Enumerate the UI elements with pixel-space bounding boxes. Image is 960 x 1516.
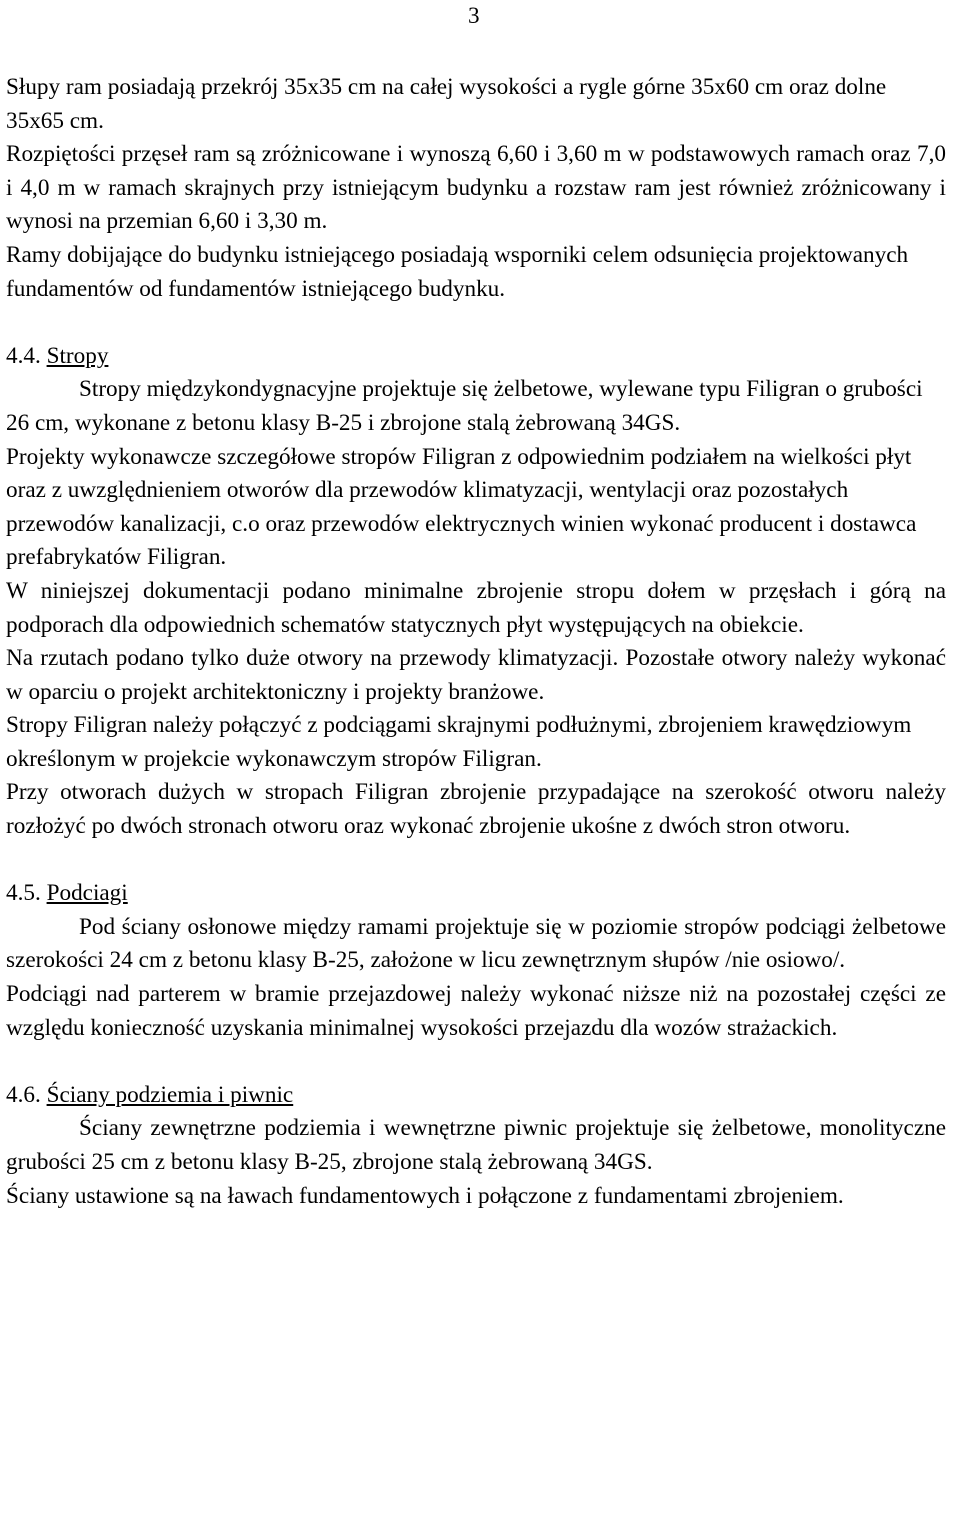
paragraph-slab-projects: Projekty wykonawcze szczegółowe stropów Filigran z odpowiednim podziałem na wielkości płyt oraz z uwzględnieniem otworów dla przewodów klimatyzacji, wentylacji oraz pozostałych przewodów kanalizacji, c.o oraz przewodów elektrycznych winien wykonać producent i dostawca prefabrykatów Filigran.: [6, 443, 917, 571]
paragraph-beams: Pod ściany osłonowe między ramami projektuje się w poziomie stropów podciągi żelbetowe szerokości 24 cm z betonu klasy B-25, założone w licu zewnętrznym słupów /nie osiowo/.: [6, 913, 946, 974]
section-number: 4.5.: [6, 880, 41, 907]
paragraph-basement-walls: Ściany zewnętrzne podziemia i wewnętrzne piwnic projektuje się żelbetowe, monolityczne grubości 25 cm z betonu klasy B-25, zbrojone stalą żebrowaną 34GS.: [6, 1115, 946, 1175]
section-heading-4-6: [6, 1079, 946, 1113]
section-heading-4-5: [6, 877, 946, 911]
document-body: [6, 71, 946, 1213]
paragraph-frames-supports: Ramy dobijające do budynku istniejącego posiadają wsporniki celem odsunięcia projektowanych fundamentów od fundamentów istniejącego budynku.: [6, 241, 909, 302]
section-number: 4.6.: [6, 1081, 41, 1108]
paragraph-wall-foundations: Ściany ustawione są na ławach fundamentowych i połączone z fundamentami zbrojeniem.: [6, 1182, 844, 1209]
paragraph-spans: Rozpiętości przęseł ram są zróżnicowane i wynoszą 6,60 i 3,60 m w podstawowych ramach oraz 7,0 i 4,0 m w ramach skrajnych przy istniejącym budynku a rozstaw ram jest również zróżnicowany i wynosi na przemian 6,60 i 3,30 m.: [6, 141, 946, 235]
paragraph-reinforcement: W niniejszej dokumentacji podano minimalne zbrojenie stropu dołem w przęsłach i górą na podporach dla odpowiednich schematów statycznych płyt występujących na obiekcie.: [6, 577, 946, 638]
paragraph-columns: Słupy ram posiadają przekrój 35x35 cm na całej wysokości a rygle górne 35x60 cm oraz dolne 35x65 cm.: [6, 74, 887, 134]
paragraph-beam-connection: Stropy Filigran należy połączyć z podciągami skrajnymi podłużnymi, zbrojeniem krawędziowym określonym w projekcie wykonawczym stropów Filigran.: [6, 712, 912, 772]
spacer: [6, 844, 946, 878]
section-title: Ściany podziemia i piwnic: [46, 1081, 294, 1108]
paragraph-gate-beams: Podciągi nad parterem w bramie przejazdowej należy wykonać niższe niż na pozostałej części ze względu konieczność uzyskania minimalnej wysokości przejazdu dla wozów strażackich.: [6, 981, 946, 1041]
page-number: 3: [468, 3, 480, 29]
spacer: [6, 306, 946, 340]
section-number: 4.4.: [6, 342, 41, 369]
spacer: [6, 1045, 946, 1079]
paragraph-large-openings: Przy otworach dużych w stropach Filigran zbrojenie przypadające na szerokość otworu należy rozłożyć po dwóch stronach otworu oraz wykonać zbrojenie ukośne z dwóch stron otworu.: [6, 779, 946, 840]
paragraph-slabs: Stropy międzykondygnacyjne projektuje się żelbetowe, wylewane typu Filigran o grubości 26 cm, wykonane z betonu klasy B-25 i zbrojone stalą żebrowaną 34GS.: [6, 376, 923, 436]
section-title: Podciagi: [46, 880, 128, 907]
paragraph-openings: Na rzutach podano tylko duże otwory na przewody klimatyzacji. Pozostałe otwory należy wykonać w oparciu o projekt architektoniczny i projekty branżowe.: [6, 645, 946, 705]
section-heading-4-4: [6, 340, 946, 374]
section-title: Stropy: [46, 342, 109, 369]
